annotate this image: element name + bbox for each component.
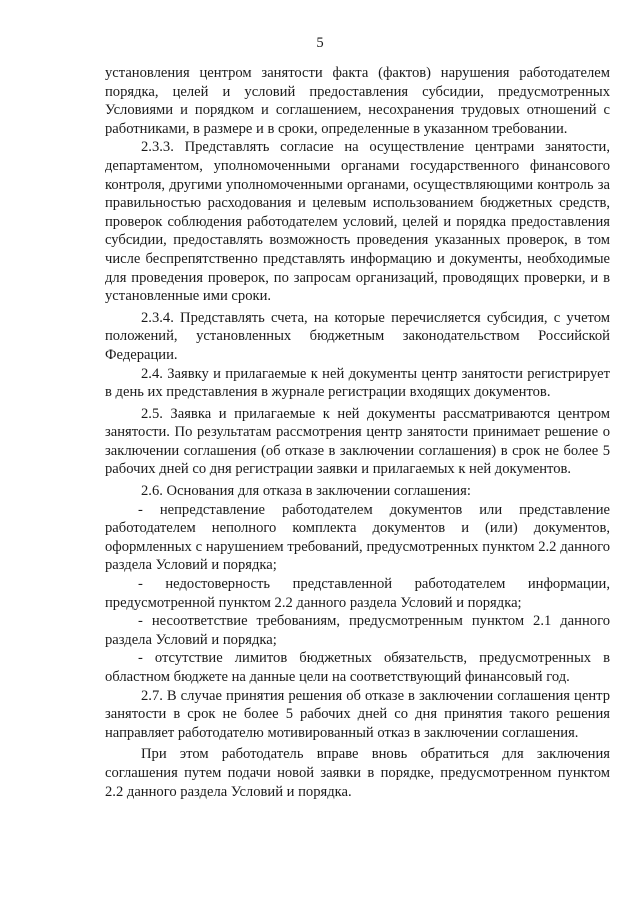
- paragraph-2-6: 2.6. Основания для отказа в заключении соглашения:: [141, 483, 471, 500]
- list-item: - непредставление работодателем документов или представление работодателем неполного комплекта документов и (или) документов, оформленных с нарушением требований, предусмотренных пунктом 2.2 данного раздела Условий и порядка;: [105, 501, 610, 574]
- document-body: [105, 64, 610, 801]
- paragraph-continuation: установления центром занятости факта (фактов) нарушения работодателем порядка, целей и условий предоставления субсидии, предусмотренных Условиями и порядком и соглашением, несохранения трудовых отношений с работниками, в размере и в сроки, определенные в указанном требовании.: [105, 65, 610, 137]
- paragraph-2-5: 2.5. Заявка и прилагаемые к ней документы рассматриваются центром занятости. По результатам рассмотрения центр занятости принимает решение о заключении соглашения (об отказе в заключении соглашения) в срок не более 5 рабочих дней со дня регистрации заявки и прилагаемых к ней документов.: [105, 405, 610, 478]
- list-item: - недостоверность представленной работодателем информации, предусмотренной пунктом 2.2 данного раздела Условий и порядка;: [105, 576, 610, 611]
- page-number: 5: [316, 35, 324, 51]
- paragraph-2-7: 2.7. В случае принятия решения об отказе в заключении соглашения центр занятости в срок не более 5 рабочих дней со дня принятия такого решения направляет работодателю мотивированный отказ в заключении соглашения.: [105, 687, 610, 741]
- paragraph-2-3-3: 2.3.3. Представлять согласие на осуществление центрами занятости, департаментом, уполномоченными органами государственного финансового контроля, другими уполномоченными органами, осуществляющими контроль за правильностью расходования и целевым использованием бюджетных средств, проверок соблюдения работодателем условий, целей и порядка предоставления субсидии, предоставлять возможность проведения указанных проверок, в том числе беспрепятственно представлять информацию и документы, необходимые для проведения проверок, по запросам организаций, проводящих проверки, и в установленные ими сроки.: [105, 139, 610, 305]
- list-item: - отсутствие лимитов бюджетных обязательств, предусмотренных в областном бюджете на данные цели на соответствующий финансовый год.: [105, 650, 610, 685]
- list-item: - несоответствие требованиям, предусмотренным пунктом 2.1 данного раздела Условий и порядка;: [105, 613, 610, 648]
- paragraph-2-3-4: 2.3.4. Представлять счета, на которые перечисляется субсидия, с учетом положений, установленных бюджетным законодательством Российской Федерации.: [105, 309, 610, 363]
- paragraph-2-4: 2.4. Заявку и прилагаемые к ней документы центр занятости регистрирует в день их представления в журнале регистрации входящих документов.: [105, 365, 610, 401]
- paragraph-closing: При этом работодатель вправе вновь обратиться для заключения соглашения путем подачи новой заявки в порядке, предусмотренном пунктом 2.2 данного раздела Условий и порядка.: [105, 746, 610, 800]
